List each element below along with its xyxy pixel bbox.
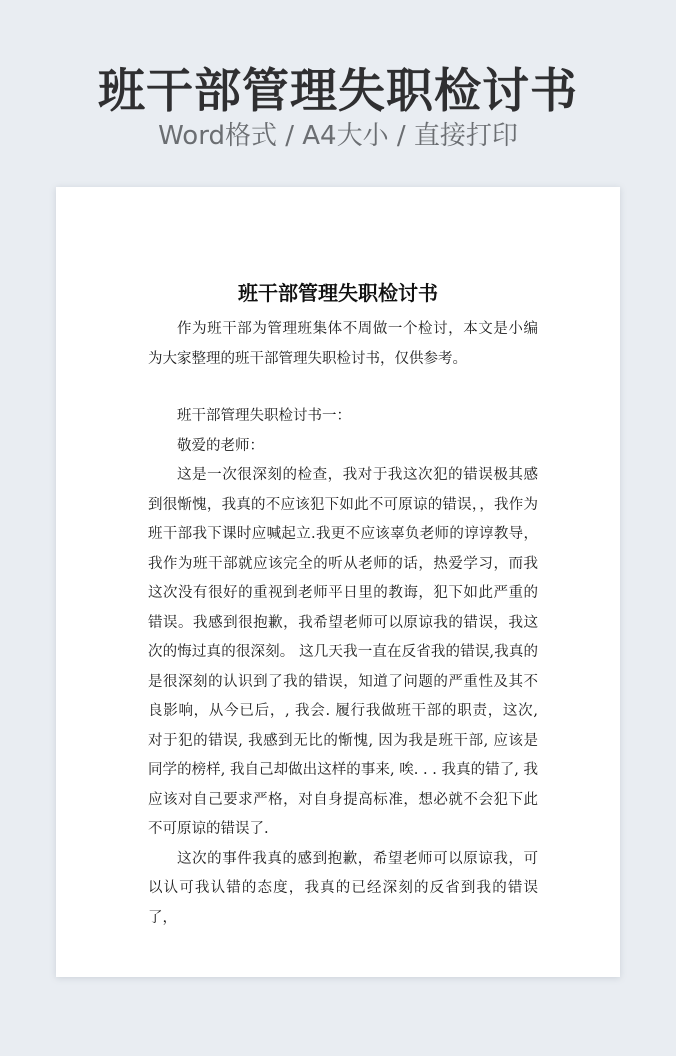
paragraph-spacer [148,374,538,402]
document-title: 班干部管理失职检讨书 [238,281,438,305]
body-paragraph-2: 这次的事件我真的感到抱歉，希望老师可以原谅我，可以认可我认错的态度，我真的已经深刻的反省到我的错误了， [148,850,538,926]
page-title: 班干部管理失职检讨书 [98,64,578,119]
section-heading: 班干部管理失职检讨书一： [177,408,351,424]
salutation: 敬爱的老师： [177,437,264,454]
document-body [148,315,538,933]
intro-paragraph: 作为班干部为管理班集体不周做一个检讨，本文是小编为大家整理的班干部管理失职检讨书，仅供参考。 [148,321,538,367]
page-subtitle: Word格式 / A4大小 / 直接打印 [158,121,518,151]
document-preview [56,187,620,977]
body-paragraph-1: 这是一次很深刻的检查，我对于我这次犯的错误极其感到很惭愧，我真的不应该犯下如此不可原谅的错误，，我作为班干部我下课时应喊起立.我更不应该辜负老师的谆谆教导，我作为班干部就应该完全的听从老师的话，热爱学习，而我这次没有很好的重视到老师平日里的教诲，犯下如此严重的错误。我感到很抱歉，我希望老师可以原谅我的错误，我这次的悔过真的很深刻。 这几天我一直在反省我的错误,我真的是很深刻的认识到了我的错误，知道了问题的严重性及其不良影响，从今已后，, 我会. 履行我做班干部的职责，这次, 对于犯的错误, 我感到无比的惭愧, 因为我是班干部, 应该是同学的榜样, 我自己却做出这样的事来, 唉. . . 我真的错了, 我应该对自己要求严格，对自身提高标准，想必就不会犯下此不可原谅的错误了. [148,467,538,837]
